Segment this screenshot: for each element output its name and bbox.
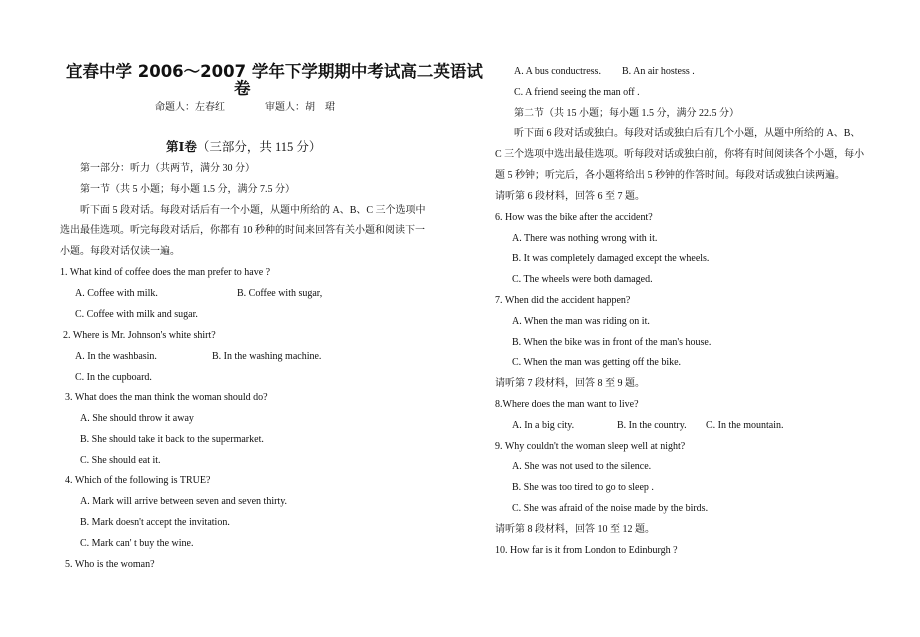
option: C. In the mountain. xyxy=(706,420,784,431)
question: 7. When did the accident happen? xyxy=(495,295,631,306)
option: A. She was not used to the silence. xyxy=(512,461,652,472)
material-note: 请听第 6 段材料，回答 6 至 7 题。 xyxy=(495,191,645,202)
title: 宜春中学 2006～2007 学年下学期期中考试高二英语试 xyxy=(66,62,483,81)
instructions: 小题。每段对话仅读一遍。 xyxy=(60,246,180,257)
section-label: 第二节（共 15 小题；每小题 1.5 分，满分 22.5 分） xyxy=(514,108,739,119)
authors: 命题人：左春红 审题人：胡 珺 xyxy=(155,102,335,113)
option: B. She was too tired to go to sleep . xyxy=(512,482,654,493)
option: C. She should eat it. xyxy=(80,455,161,466)
option: C. The wheels were both damaged. xyxy=(512,274,653,285)
option: B. Mark doesn't accept the invitation. xyxy=(80,517,230,528)
instructions: 题 5 秒钟；听完后，各小题将给出 5 秒钟的作答时间。每段对话或独白读两遍。 xyxy=(495,170,845,181)
question: 3. What does the man think the woman should do? xyxy=(65,392,268,403)
option: C. A friend seeing the man off . xyxy=(514,87,640,98)
option: B. Coffee with sugar, xyxy=(237,288,323,299)
question: 4. Which of the following is TRUE? xyxy=(65,475,211,486)
question: 6. How was the bike after the accident? xyxy=(495,212,653,223)
question: 2. Where is Mr. Johnson's white shirt? xyxy=(63,330,216,341)
option: B. In the country. xyxy=(617,420,687,431)
instructions: 选出最佳选项。听完每段对话后，你都有 10 秒种的时间来回答有关小题和阅读下一 xyxy=(60,225,425,236)
option: C. In the cupboard. xyxy=(75,372,152,383)
option: A. She should throw it away xyxy=(80,413,194,424)
material-note: 请听第 8 段材料，回答 10 至 12 题。 xyxy=(495,524,655,535)
option: A. In a big city. xyxy=(512,420,575,431)
option: B. She should take it back to the supermarket. xyxy=(80,434,264,445)
question: 1. What kind of coffee does the man prefer to have ? xyxy=(60,267,271,278)
instructions: 听下面 6 段对话或独白。每段对话或独白后有几个小题，从题中所给的 A、B、 xyxy=(514,128,861,139)
question: 9. Why couldn't the woman sleep well at night? xyxy=(495,441,686,452)
title-line2: 卷 xyxy=(234,79,251,98)
option: C. She was afraid of the noise made by the birds. xyxy=(512,503,709,514)
option: A. When the man was riding on it. xyxy=(512,316,650,327)
question: 10. How far is it from London to Edinburgh ? xyxy=(495,545,678,556)
option: B. When the bike was in front of the man's house. xyxy=(512,337,712,348)
material-note: 请听第 7 段材料，回答 8 至 9 题。 xyxy=(495,378,645,389)
option: A. A bus conductress. xyxy=(514,66,601,77)
option: A. Mark will arrive between seven and seven thirty. xyxy=(80,496,288,507)
option: B. An air hostess . xyxy=(622,66,695,77)
part1-heading: 第Ⅰ卷（三部分，共 115 分） xyxy=(166,140,322,154)
section-label: 第一部分：听力（共两节，满分 30 分） xyxy=(80,163,255,174)
question: 5. Who is the woman? xyxy=(65,559,155,570)
question: 8.Where does the man want to live? xyxy=(495,399,639,410)
option: B. In the washing machine. xyxy=(212,351,322,362)
instructions: C 三个选项中选出最佳选项。听每段对话或独白前，你将有时间阅读各个小题，每小 xyxy=(495,149,865,160)
option: C. Mark can' t buy the wine. xyxy=(80,538,194,549)
section-label: 第一节（共 5 小题；每小题 1.5 分，满分 7.5 分） xyxy=(80,184,295,195)
option: B. It was completely damaged except the wheels. xyxy=(512,253,710,264)
option: C. Coffee with milk and sugar. xyxy=(75,309,198,320)
option: A. There was nothing wrong with it. xyxy=(512,233,658,244)
option: C. When the man was getting off the bike. xyxy=(512,357,682,368)
option: A. Coffee with milk. xyxy=(75,288,158,299)
option: A. In the washbasin. xyxy=(75,351,157,362)
instructions: 听下面 5 段对话。每段对话后有一个小题，从题中所给的 A、B、C 三个选项中 xyxy=(80,205,426,216)
